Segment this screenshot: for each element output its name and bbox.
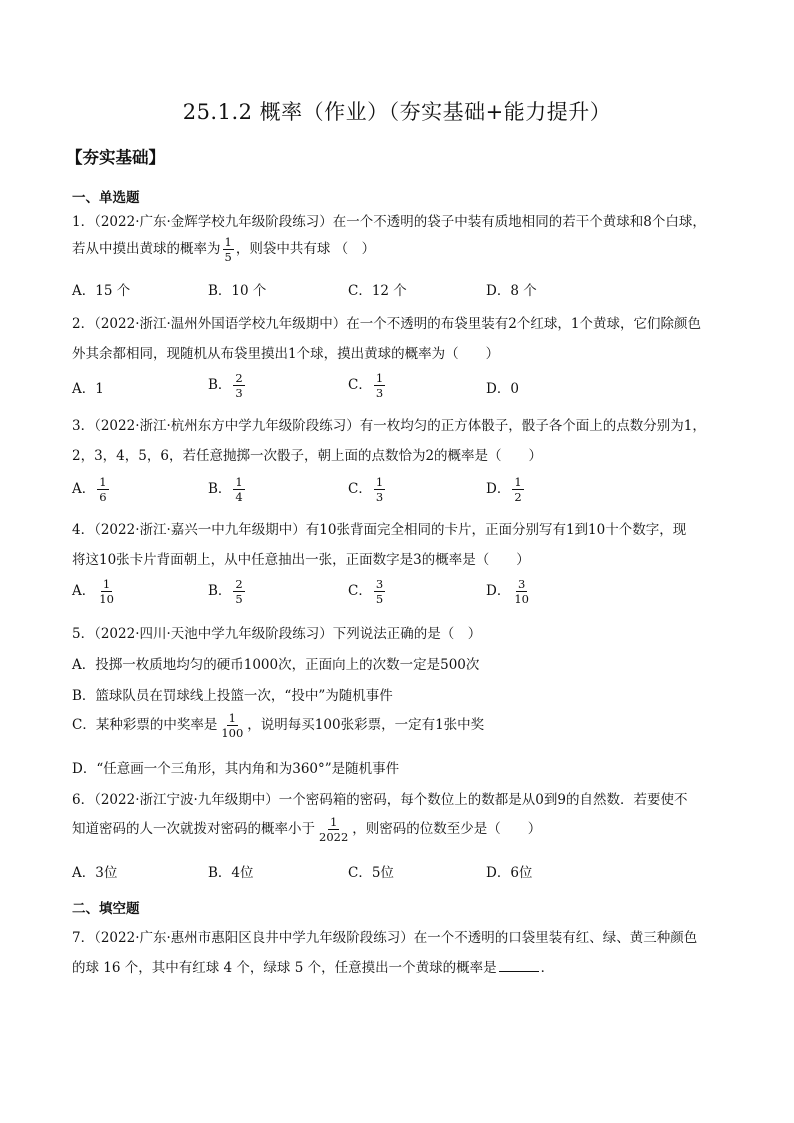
q7-line-2	[72, 956, 554, 976]
q3-option-a	[72, 476, 111, 503]
q6-line-1: 6．（2022·浙江宁波·九年级期中）一个密码箱的密码，每个数位上的数都是从0到9的自然数．若要使不	[72, 792, 688, 808]
q4-line-1: 4．（2022·浙江·嘉兴一中九年级期中）有10张背面完全相同的卡片，正面分别写有1到10十个数字，现	[72, 522, 687, 538]
q2-option-c-label: C．	[348, 377, 372, 394]
q2-option-c	[348, 372, 387, 399]
q5-c-num: 1	[228, 711, 236, 725]
q6-text-a: 知道密码的人一次就拨对密码的概率小于	[72, 821, 315, 838]
q4-line-2: 将这10张卡片背面朝上，从中任意抽出一张，正面数字是3的概率是（ ）	[72, 552, 530, 568]
q3-c-num: 1	[375, 475, 384, 489]
q4-option-a-label: A．	[72, 583, 96, 600]
q7-text-a: 的球 16 个，其中有红球 4 个，绿球 5 个，任意摸出一个黄球的概率是	[72, 960, 497, 976]
q4-option-d-label: D．	[486, 583, 511, 600]
q4-option-c-fraction	[374, 578, 385, 605]
part-heading-fill-blank: 二、填空题	[72, 901, 140, 917]
q6-option-d: D．6位	[486, 865, 533, 881]
q7-answer-blank[interactable]	[499, 971, 539, 972]
q5-option-c-fraction	[219, 712, 245, 739]
q6-text-b: ，则密码的位数至少是（ ）	[352, 821, 542, 838]
q4-a-den: 10	[99, 592, 114, 607]
q6-option-c: C．5位	[348, 865, 394, 881]
q4-d-num: 3	[517, 577, 526, 591]
q1-text-a: 若从中摸出黄球的概率为	[72, 241, 221, 258]
q3-option-a-label: A．	[72, 481, 96, 498]
q1-line-1: 1．（2022·广东·金辉学校九年级阶段练习）在一个不透明的袋子中装有质地相同的若干个黄球和8个白球，	[72, 214, 706, 230]
q3-b-num: 1	[235, 475, 243, 489]
q5-line-1: 5．（2022·四川·天池中学九年级阶段练习）下列说法正确的是（ ）	[72, 626, 482, 642]
q1-fraction	[223, 236, 234, 263]
q4-option-d	[486, 578, 533, 605]
q3-line-1: 3．（2022·浙江·杭州东方中学九年级阶段练习）有一枚均匀的正方体骰子，骰子各个面上的点数分别为1，	[72, 418, 706, 434]
q1-frac-num: 1	[224, 235, 232, 249]
q2-option-d: D．0	[486, 381, 519, 397]
page-title: 25.1.2 概率（作业）（夯实基础+能力提升）	[182, 100, 612, 124]
q5-option-c	[72, 712, 484, 739]
part-heading-single-choice: 一、单选题	[72, 190, 140, 206]
q2-option-b	[208, 372, 247, 399]
q5-option-b: B．篮球队员在罚球线上投篮一次，“投中”为随机事件	[72, 688, 393, 704]
q3-option-d-label: D．	[486, 481, 511, 498]
q4-option-b	[208, 578, 247, 605]
q5-option-c-text-a: C．某种彩票的中奖率是	[72, 717, 218, 734]
q6-line-2	[72, 816, 541, 843]
q2-b-den: 3	[235, 386, 243, 401]
q3-d-den: 2	[514, 490, 522, 505]
q3-option-b	[208, 476, 247, 503]
q2-c-den: 3	[375, 386, 384, 401]
q3-option-c-label: C．	[348, 481, 372, 498]
q4-option-d-fraction	[512, 578, 531, 605]
q4-option-b-fraction	[233, 578, 244, 605]
q5-option-a: A．投掷一枚质地均匀的硬币1000次，正面向上的次数一定是500次	[72, 657, 480, 673]
q4-option-c-label: C．	[348, 583, 372, 600]
q2-option-c-fraction	[374, 372, 385, 399]
q3-line-2: 2，3，4，5，6，若任意抛掷一次骰子，朝上面的点数恰为2的概率是（ ）	[72, 448, 543, 464]
q5-option-c-text-b: ，说明每买100张彩票，一定有1张中奖	[247, 717, 485, 734]
q2-line-1: 2．（2022·浙江·温州外国语学校九年级期中）在一个不透明的布袋里装有2个红球，1个黄球，它们除颜色	[72, 316, 701, 332]
q1-option-b: B．10 个	[208, 283, 267, 299]
q2-line-2: 外其余都相同，现随机从布袋里摸出1个球，摸出黄球的概率为（ ）	[72, 346, 500, 362]
q4-c-num: 3	[375, 577, 384, 591]
q4-option-a-fraction	[97, 578, 116, 605]
q3-b-den: 4	[235, 490, 243, 505]
q2-option-b-label: B．	[208, 377, 232, 394]
q2-option-a: A．1	[72, 381, 104, 397]
q4-option-c	[348, 578, 387, 605]
q4-b-den: 5	[235, 592, 243, 607]
q3-a-num: 1	[99, 475, 107, 489]
q7-line-1: 7．（2022·广东·惠州市惠阳区良井中学九年级阶段练习）在一个不透明的口袋里装有红、绿、黄三种颜色	[72, 930, 698, 946]
q6-fraction	[317, 816, 350, 843]
q2-b-num: 2	[235, 371, 243, 385]
q6-frac-den: 2022	[319, 830, 349, 845]
q4-a-num: 1	[102, 577, 111, 591]
q4-option-a	[72, 578, 118, 605]
q3-option-b-label: B．	[208, 481, 232, 498]
q4-b-num: 2	[235, 577, 243, 591]
q2-c-num: 1	[375, 371, 384, 385]
q3-c-den: 3	[375, 490, 384, 505]
section-heading: 【夯实基础】	[66, 148, 165, 167]
q6-option-b: B．4位	[208, 865, 254, 881]
q1-option-d: D．8 个	[486, 283, 537, 299]
q5-c-den: 100	[221, 726, 244, 741]
q3-option-d-fraction	[512, 476, 523, 503]
q5-option-d: D．“任意画一个三角形，其内角和为360°”是随机事件	[72, 761, 400, 777]
q1-option-a: A．15 个	[72, 283, 131, 299]
q1-option-c: C．12 个	[348, 283, 407, 299]
q1-text-b: ，则袋中共有球 （ ）	[235, 241, 376, 258]
q1-line-2	[72, 236, 375, 263]
q3-option-c-fraction	[374, 476, 385, 503]
q2-option-b-fraction	[233, 372, 244, 399]
q6-frac-num: 1	[329, 815, 338, 829]
q3-option-c	[348, 476, 387, 503]
q3-d-num: 1	[514, 475, 522, 489]
q4-d-den: 10	[514, 592, 529, 607]
q4-option-b-label: B．	[208, 583, 232, 600]
q4-c-den: 5	[375, 592, 384, 607]
q3-option-d	[486, 476, 526, 503]
q6-option-a: A．3位	[72, 865, 118, 881]
q3-option-b-fraction	[233, 476, 244, 503]
q1-frac-den: 5	[224, 250, 232, 265]
q3-option-a-fraction	[97, 476, 108, 503]
q7-text-b: ．	[540, 960, 555, 976]
q3-a-den: 6	[99, 490, 107, 505]
